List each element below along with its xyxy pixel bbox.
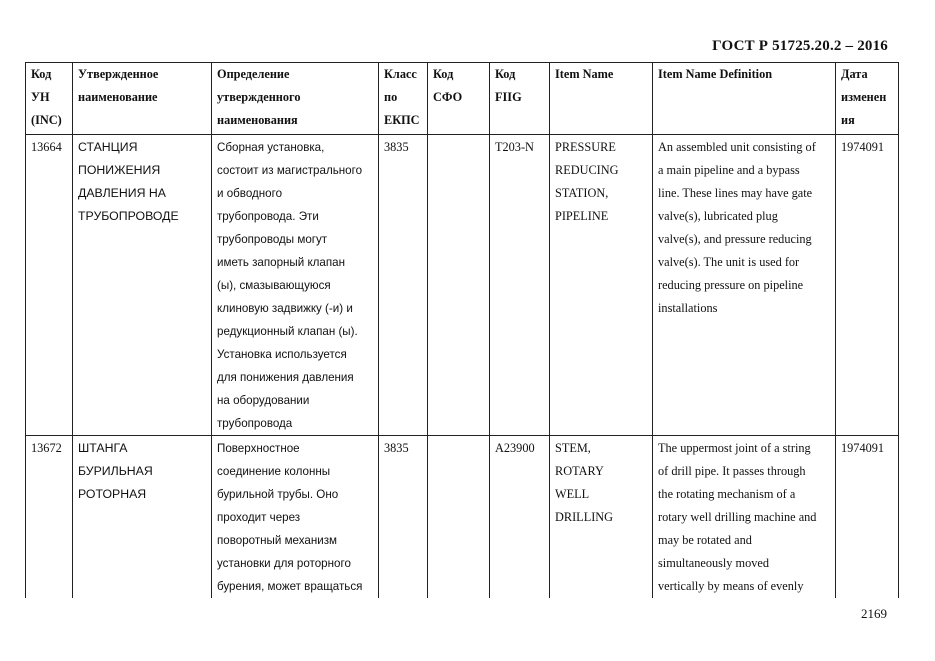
text-line: Item Name Definition (658, 67, 773, 81)
cell-date-changed: 1974091 (836, 436, 899, 599)
text-line: rotary well drilling machine and (658, 510, 817, 524)
cell-code-un: 13672 (26, 436, 73, 599)
cell-approved-name (73, 135, 212, 436)
text-line: Дата (841, 67, 868, 81)
text-line: WELL (555, 487, 590, 501)
table-row (26, 436, 899, 599)
text-line: для понижения давления (217, 371, 354, 384)
text-line: БУРИЛЬНАЯ (78, 464, 153, 478)
text-line: бурения, может вращаться (217, 580, 363, 593)
text-line: ПОНИЖЕНИЯ (78, 163, 161, 177)
text-line: STATION, (555, 186, 609, 200)
cell-item-name-definition (653, 135, 836, 436)
text-line: РОТОРНАЯ (78, 487, 147, 501)
text-line: УН (31, 90, 50, 104)
cell-code-un: 13664 (26, 135, 73, 436)
text-line: трубопроводы могут (217, 233, 328, 246)
text-line: поворотный механизм (217, 534, 338, 547)
header-approved-name (73, 63, 212, 135)
page-number: 2169 (861, 606, 887, 621)
cell-class-ekps: 3835 (379, 135, 428, 436)
text-line: утвержденного (217, 90, 301, 104)
text-line: Код (433, 67, 454, 81)
text-line: иметь запорный клапан (217, 256, 345, 269)
text-line: на оборудовании (217, 394, 310, 407)
text-line: трубопровода (217, 417, 293, 430)
text-line: the rotating mechanism of a (658, 487, 796, 501)
text-line: ТРУБОПРОВОДЕ (78, 209, 179, 223)
text-line: REDUCING (555, 163, 619, 177)
text-line: по (384, 90, 398, 104)
text-line: of drill pipe. It passes through (658, 464, 806, 478)
text-line: reducing pressure on pipeline (658, 278, 804, 292)
text-line: наименования (217, 113, 298, 127)
text-line: установки для роторного (217, 557, 351, 570)
text-line: Код (31, 67, 52, 81)
text-line: Класс (384, 67, 417, 81)
cell-code-fiig: T203-N (490, 135, 550, 436)
text-line: installations (658, 301, 718, 315)
cell-item-name-definition (653, 436, 836, 599)
table-row (26, 135, 899, 436)
cell-code-fiig: A23900 (490, 436, 550, 599)
text-line: СФО (433, 90, 463, 104)
text-line: (ы), смазывающуюся (217, 279, 331, 292)
text-line: An assembled unit consisting of (658, 140, 816, 154)
text-line: изменен (841, 90, 887, 104)
text-line: Код (495, 67, 516, 81)
text-line: наименование (78, 90, 158, 104)
header-item-name-definition (653, 63, 836, 135)
text-line: ROTARY (555, 464, 604, 478)
text-line: состоит из магистрального (217, 164, 363, 177)
table-header-row (26, 63, 899, 135)
text-line: line. These lines may have gate (658, 186, 813, 200)
header-code-un (26, 63, 73, 135)
text-line: клиновую задвижку (-и) и (217, 302, 353, 315)
text-line: Поверхностное (217, 442, 300, 455)
cell-approved-name (73, 436, 212, 599)
text-line: Определение (217, 67, 290, 81)
text-line: valve(s). The unit is used for (658, 255, 800, 269)
text-line: ия (841, 113, 855, 127)
text-line: ЕКПС (384, 113, 420, 127)
header-definition (212, 63, 379, 135)
text-line: simultaneously moved (658, 556, 770, 570)
header-date-changed (836, 63, 899, 135)
text-line: Сборная установка, (217, 141, 325, 154)
text-line: vertically by means of evenly (658, 579, 804, 593)
cell-definition (212, 135, 379, 436)
text-line: valve(s), lubricated plug (658, 209, 778, 223)
cell-definition (212, 436, 379, 599)
text-line: PIPELINE (555, 209, 609, 223)
header-code-fiig (490, 63, 550, 135)
text-line: бурильной трубы. Оно (217, 488, 339, 501)
text-line: соединение колонны (217, 465, 331, 478)
text-line: valve(s), and pressure reducing (658, 232, 812, 246)
text-line: Установка используется (217, 348, 347, 361)
text-line: Утвержденное (78, 67, 159, 81)
text-line: STEM, (555, 441, 591, 455)
text-line: PRESSURE (555, 140, 616, 154)
text-line: проходит через (217, 511, 301, 524)
text-line: СТАНЦИЯ (78, 140, 138, 154)
text-line: FIIG (495, 90, 522, 104)
text-line: редукционный клапан (ы). (217, 325, 358, 338)
text-line: The uppermost joint of a string (658, 441, 811, 455)
cell-item-name (550, 436, 653, 599)
text-line: Item Name (555, 67, 614, 81)
text-line: (INC) (31, 113, 62, 127)
cell-item-name (550, 135, 653, 436)
header-item-name (550, 63, 653, 135)
text-line: ДАВЛЕНИЯ НА (78, 186, 166, 200)
item-catalog-table (25, 62, 899, 598)
header-code-sfo (428, 63, 490, 135)
text-line: may be rotated and (658, 533, 752, 547)
text-line: ШТАНГА (78, 441, 128, 455)
document-standard-number: ГОСТ Р 51725.20.2 – 2016 (712, 38, 888, 54)
cell-code-sfo (428, 135, 490, 436)
header-class-ekps (379, 63, 428, 135)
cell-class-ekps: 3835 (379, 436, 428, 599)
cell-date-changed: 1974091 (836, 135, 899, 436)
text-line: трубопровода. Эти (217, 210, 319, 223)
text-line: a main pipeline and a bypass (658, 163, 800, 177)
cell-code-sfo (428, 436, 490, 599)
text-line: DRILLING (555, 510, 614, 524)
text-line: и обводного (217, 187, 283, 200)
